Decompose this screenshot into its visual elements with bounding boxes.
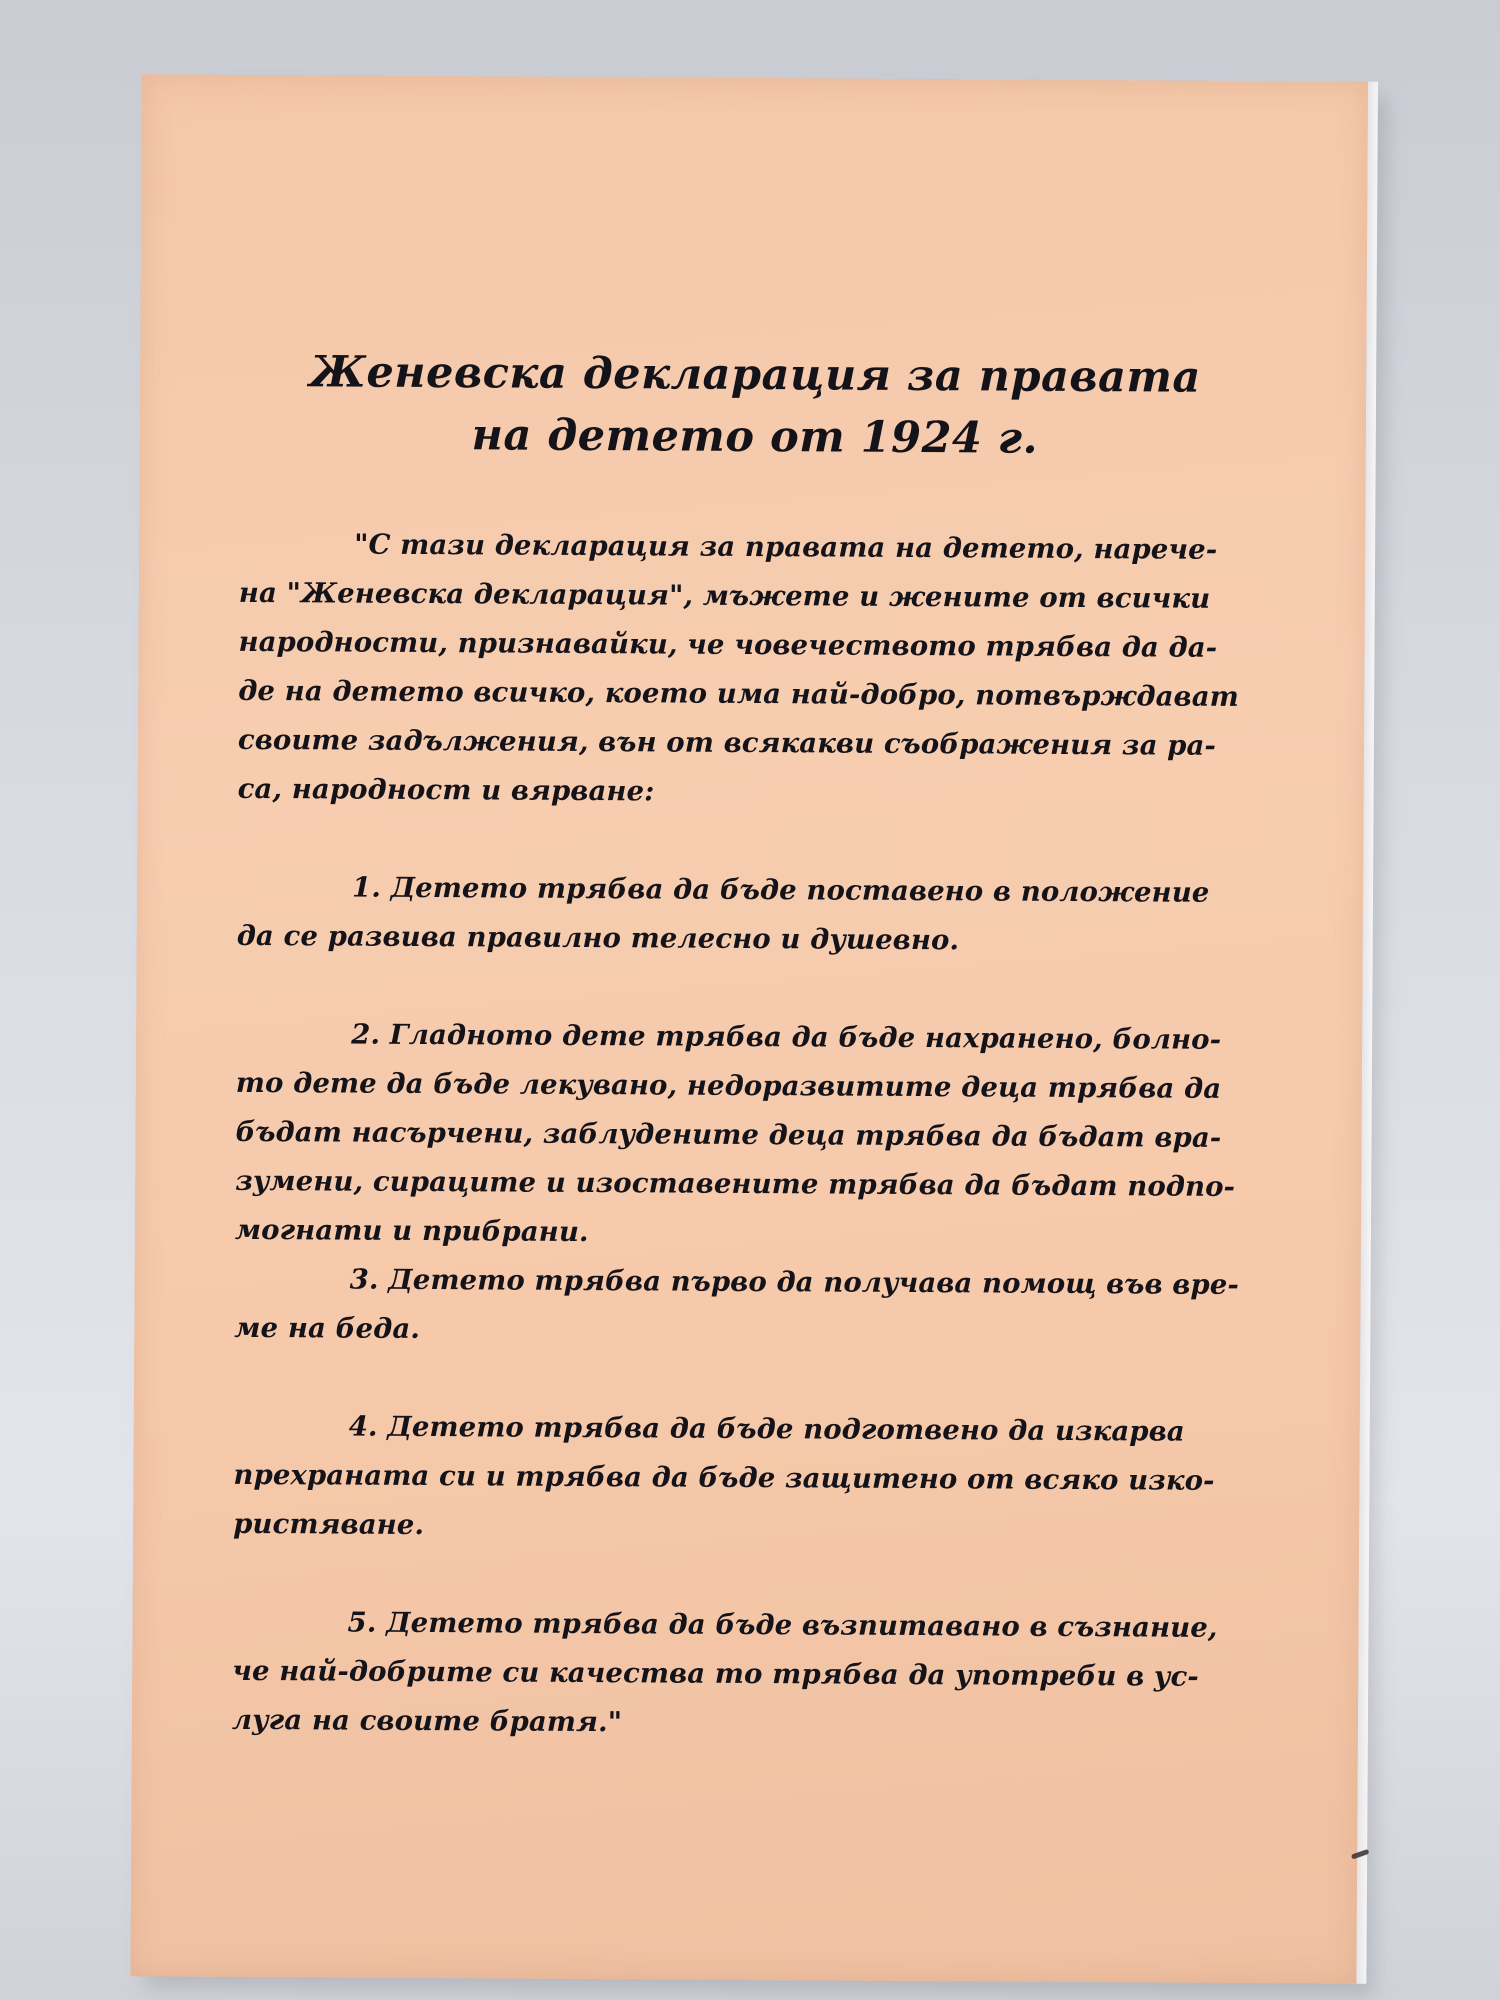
text-line: да се развива правилно телесно и душевно. [236, 919, 960, 957]
text-line: "С тази декларация за правата на детето, нарече- [354, 528, 1218, 566]
text-line: народности, признавайки, че човечеството трябва да да- [238, 625, 1218, 664]
principle-5 [232, 1598, 1263, 1751]
text-line: прехраната си и трябва да бъде защитено от всяко изко- [233, 1458, 1215, 1497]
principle-2 [235, 1010, 1266, 1261]
text-line: могнати и прибрани. [234, 1213, 589, 1249]
text-line: своите задължения, вън от всякакви съображения за ра- [237, 723, 1217, 762]
document-title [240, 341, 1271, 471]
intro-paragraph [237, 520, 1269, 820]
declaration-text [232, 341, 1271, 1751]
text-line: са, народност и вярване: [237, 772, 655, 808]
title-line: на детето от 1924 г. [471, 410, 1039, 464]
principle-1 [237, 863, 1268, 967]
text-line: че най-добрите си качества то трябва да употреби в ус- [232, 1654, 1199, 1693]
principle-3 [234, 1255, 1265, 1359]
text-line: 2. Гладното дете трябва да бъде нахранено, болно- [351, 1018, 1222, 1056]
text-line: ме на беда. [234, 1311, 421, 1345]
text-line: луга на своите братя." [231, 1703, 623, 1739]
text-line: бъдат насърчени, заблудените деца трябва да бъдат вра- [235, 1115, 1222, 1154]
text-line: ристяване. [233, 1507, 425, 1542]
printed-card [130, 74, 1368, 1983]
title-line: Женевска декларация за правата [309, 347, 1202, 403]
text-line: зумени, сираците и изоставените трябва да бъдат подпо- [235, 1164, 1236, 1203]
text-line: то дете да бъде лекувано, недоразвитите деца трябва да [235, 1066, 1222, 1105]
text-line: 5. Детето трябва да бъде възпитавано в съзнание, [347, 1606, 1218, 1644]
text-line: 3. Детето трябва първо да получава помощ във вре- [349, 1263, 1240, 1301]
text-line: 1. Детето трябва да бъде поставено в положение [351, 871, 1210, 909]
text-line: 4. Детето трябва да бъде подготвено да изкарва [348, 1410, 1185, 1448]
text-line: на "Женевска декларация", мъжете и жените от всички [238, 576, 1211, 615]
text-line: де на детето всичко, което има най-добро, потвърждават [238, 674, 1239, 713]
principle-4 [233, 1402, 1264, 1555]
